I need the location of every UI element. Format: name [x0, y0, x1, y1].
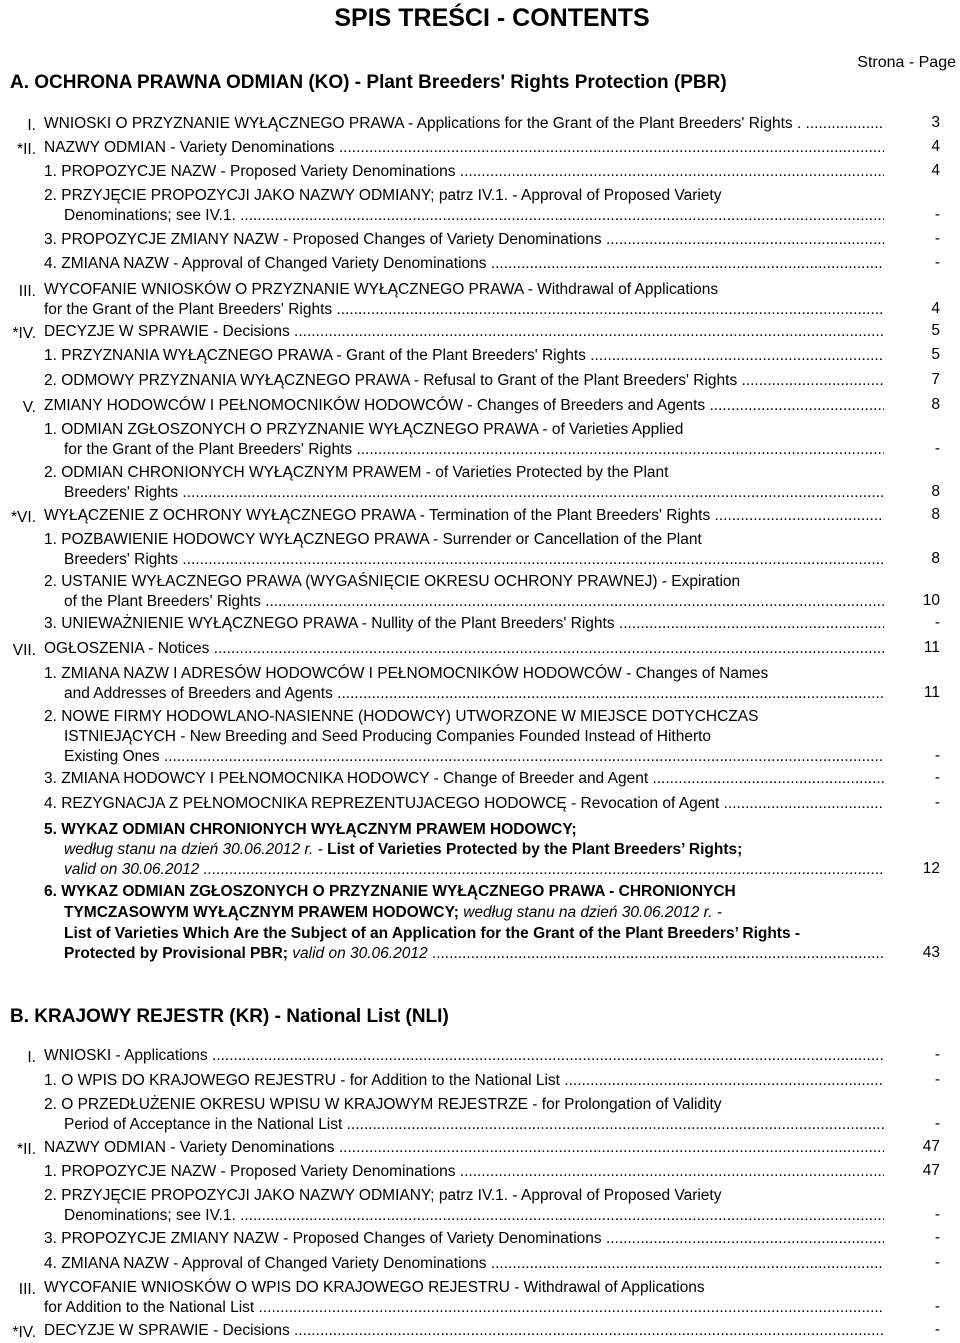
entry-text: 3. UNIEWAŻNIENIE WYŁĄCZNEGO PRAWA - Nullity of the Plant Breeders' Rights	[44, 615, 615, 632]
entry-line	[64, 206, 884, 226]
entry-line: List of Varieties Which Are the Subject of an Application for the Grant of the Plant Breeders’ Rights -	[64, 925, 801, 942]
entry-line	[64, 592, 884, 612]
toc-entry-a-14[interactable]	[0, 506, 960, 528]
toc-entry-b-10[interactable]	[0, 1321, 960, 1343]
toc-entry-a-2[interactable]	[0, 138, 960, 160]
entry-text: for the Grant of the Plant Breeders' Rights	[64, 441, 353, 458]
toc-entry-a-6[interactable]	[0, 882, 960, 964]
entry-line	[44, 162, 884, 182]
entry-text: 2. PRZYJĘCIE PROPOZYCJI JAKO NAZWY ODMIANY; patrz IV.1. - Approval of Proposed Variety	[44, 187, 722, 204]
page-number: 4	[931, 138, 940, 155]
toc-entry-b-8[interactable]	[0, 1254, 960, 1276]
entry-line	[44, 463, 904, 483]
section-numeral: I.	[27, 1049, 36, 1066]
entry-line	[64, 550, 884, 570]
page-number: -	[934, 1254, 940, 1271]
entry-valid: valid on 30.06.2012	[64, 861, 200, 878]
toc-entry-b-3[interactable]	[0, 1095, 960, 1137]
entry-line	[64, 944, 884, 964]
entry-text: 1. O WPIS DO KRAJOWEGO REJESTRU - for Addition to the National List	[44, 1072, 560, 1089]
entry-text: Denominations; see IV.1.	[64, 1207, 236, 1224]
entry-line	[44, 530, 904, 550]
entry-text: WNIOSKI - Applications	[44, 1047, 208, 1064]
toc-entry-a-10[interactable]	[0, 371, 960, 393]
entry-line	[44, 1162, 884, 1182]
toc-entry-a-1[interactable]	[0, 114, 960, 136]
page-title: SPIS TREŚCI - CONTENTS	[334, 4, 650, 32]
entry-line	[64, 1206, 884, 1226]
entry-text: WYŁĄCZENIE Z OCHRONY WYŁĄCZNEGO PRAWA - Termination of the Plant Breeders' Rights	[44, 507, 711, 524]
entry-text: 1. ODMIAN ZGŁOSZONYCH O PRZYZNANIE WYŁĄCZNEGO PRAWA - of Varieties Applied	[44, 421, 684, 438]
entry-text: 2. ODMOWY PRZYZNANIA WYŁĄCZNEGO PRAWA - Refusal to Grant of the Plant Breeders' Rights	[44, 372, 738, 389]
entry-line	[44, 1229, 884, 1249]
entry-text: WYCOFANIE WNIOSKÓW O PRZYZNANIE WYŁĄCZNEGO PRAWA - Withdrawal of Applications	[44, 281, 719, 298]
page-number: 4	[931, 300, 940, 317]
entry-valid: valid on 30.06.2012	[287, 945, 428, 962]
toc-entry-b-1[interactable]	[0, 1046, 960, 1068]
page-number: 4	[931, 162, 940, 179]
toc-entry-b-5[interactable]	[0, 1162, 960, 1184]
entry-text: WYCOFANIE WNIOSKÓW O WPIS DO KRAJOWEGO REJESTRU - Withdrawal of Applications	[44, 1279, 705, 1296]
entry-text: 1. ZMIANA NAZW I ADRESÓW HODOWCÓW I PEŁNOMOCNIKÓW HODOWCÓW - Changes of Names	[44, 665, 769, 682]
section-numeral: *VI.	[11, 509, 36, 526]
entry-text: 1. PROPOZYCJE NAZW - Proposed Variety Denominations	[44, 163, 456, 180]
entry-line	[64, 747, 884, 767]
entry-text: for Addition to the National List	[44, 1299, 255, 1316]
page-number: 11	[923, 639, 940, 656]
toc-entry-a-12[interactable]	[0, 420, 960, 462]
entry-line	[44, 230, 884, 250]
entry-line	[44, 1321, 884, 1341]
entry-text: for the Grant of the Plant Breeders' Rights	[44, 301, 333, 318]
section-numeral: V.	[22, 399, 36, 416]
entry-text: Denominations; see IV.1.	[64, 207, 241, 224]
toc-entry-a-8[interactable]	[0, 322, 960, 344]
entry-text: 4. ZMIANA NAZW - Approval of Changed Variety Denominations	[44, 1255, 487, 1272]
page-number: -	[934, 440, 940, 457]
section-b-title: B. KRAJOWY REJESTR (KR) - National List (NLI)	[10, 1006, 449, 1027]
section-numeral: III.	[18, 1281, 36, 1298]
entry-line	[44, 280, 904, 300]
page-number: 8	[931, 483, 940, 500]
page-number: -	[934, 1321, 940, 1338]
toc-entry-a-3[interactable]	[0, 162, 960, 184]
page-number: -	[934, 747, 940, 764]
page-number: -	[934, 230, 940, 247]
entry-line	[44, 1186, 904, 1206]
toc-entry-a-13[interactable]	[0, 463, 960, 505]
entry-line	[44, 346, 884, 366]
entry-text: Breeders' Rights	[64, 551, 179, 568]
page-number: 47	[922, 1138, 940, 1155]
entry-text: 2. NOWE FIRMY HODOWLANO-NASIENNE (HODOWCY) UTWORZONE W MIEJSCE DOTYCHCZAS	[44, 708, 759, 725]
toc-entry-a-5[interactable]	[0, 820, 960, 880]
entry-line	[64, 684, 884, 704]
entry-line	[44, 186, 904, 206]
entry-line	[64, 1115, 884, 1135]
entry-line	[44, 1046, 884, 1066]
page-number: 3	[931, 114, 940, 131]
entry-line	[44, 1278, 904, 1298]
page-number: -	[934, 614, 940, 631]
page-number: 8	[931, 396, 940, 413]
entry-line	[44, 322, 884, 342]
entry-date-note: według stanu na dzień 30.06.2012 r. -	[64, 841, 328, 858]
entry-line	[64, 860, 884, 880]
entry-text: Breeders' Rights	[64, 484, 179, 501]
entry-text: ISTNIEJĄCYCH - New Breeding and Seed Producing Companies Founded Instead of Hitherto	[64, 728, 712, 745]
entry-text: of the Plant Breeders' Rights	[64, 593, 261, 610]
toc-entry-b-2[interactable]	[0, 1071, 960, 1093]
entry-text: 3. PROPOZYCJE ZMIANY NAZW - Proposed Changes of Variety Denominations	[44, 1230, 602, 1247]
entry-line	[64, 840, 884, 860]
toc-entry-a-22[interactable]	[0, 794, 960, 816]
entry-text: 2. PRZYJĘCIE PROPOZYCJI JAKO NAZWY ODMIANY; patrz IV.1. - Approval of Proposed Variety	[44, 1187, 722, 1204]
entry-line	[44, 371, 884, 391]
page-number: -	[934, 254, 940, 271]
entry-line	[44, 506, 884, 526]
entry-text: 3. ZMIANA HODOWCY I PEŁNOMOCNIKA HODOWCY - Change of Breeder and Agent	[44, 770, 649, 787]
entry-english: List of Varieties Protected by the Plant Breeders’ Rights;	[327, 841, 743, 858]
page-number: -	[934, 1206, 940, 1223]
entry-line	[44, 420, 904, 440]
entry-text: OGŁOSZENIA - Notices	[44, 640, 210, 657]
entry-text: Period of Acceptance in the National List	[64, 1116, 343, 1133]
entry-text: 2. O PRZEDŁUŻENIE OKRESU WPISU W KRAJOWYM REJESTRZE - for Prolongation of Validity	[44, 1096, 722, 1113]
page-number: 8	[931, 506, 940, 523]
toc-entry-b-4[interactable]	[0, 1138, 960, 1160]
entry-text: 2. USTANIE WYŁACZNEGO PRAWA (WYGAŚNIĘCIE OKRESU OCHRONY PRAWNEJ) - Expiration	[44, 573, 741, 590]
page-number: -	[934, 1115, 940, 1132]
toc-entry-b-6[interactable]	[0, 1186, 960, 1228]
entry-line	[64, 727, 924, 747]
entry-line	[44, 794, 884, 814]
entry-text: 4. REZYGNACJA Z PEŁNOMOCNIKA REPREZENTUJACEGO HODOWCĘ - Revocation of Agent	[44, 795, 720, 812]
entry-text: 2. ODMIAN CHRONIONYCH WYŁĄCZNYM PRAWEM - of Varieties Protected by the Plant	[44, 464, 669, 481]
entry-line	[44, 300, 884, 320]
entry-line	[44, 1071, 884, 1091]
entry-line	[64, 903, 904, 923]
entry-line	[44, 707, 904, 727]
toc-entry-a-17[interactable]	[0, 614, 960, 636]
entry-text: DECYZJE W SPRAWIE - Decisions	[44, 323, 290, 340]
entry-text: 1. PROPOZYCJE NAZW - Proposed Variety Denominations	[44, 1163, 456, 1180]
toc-entry-a-19[interactable]	[0, 664, 960, 706]
entry-line: 6. WYKAZ ODMIAN ZGŁOSZONYCH O PRZYZNANIE WYŁĄCZNEGO PRAWA - CHRONIONYCH	[44, 883, 736, 900]
page-number: -	[934, 1071, 940, 1088]
page-number: 11	[923, 684, 940, 701]
page-number: 5	[931, 346, 940, 363]
entry-date-note: według stanu na dzień 30.06.2012 r. -	[458, 904, 723, 921]
page-column-header: Strona - Page	[857, 54, 956, 71]
toc-entry-a-18[interactable]	[0, 639, 960, 661]
page-number: -	[934, 1298, 940, 1315]
page-number: -	[934, 206, 940, 223]
page-number: 47	[922, 1162, 940, 1179]
page-number: 43	[922, 944, 940, 961]
entry-line: 5. WYKAZ ODMIAN CHRONIONYCH WYŁĄCZNYM PRAWEM HODOWCY;	[44, 821, 577, 838]
page-number: -	[934, 769, 940, 786]
entry-line	[44, 396, 884, 416]
toc-entry-a-4[interactable]	[0, 186, 960, 228]
entry-line	[44, 614, 884, 634]
section-numeral: VII.	[12, 642, 36, 659]
entry-line	[44, 254, 884, 274]
entry-bold: TYMCZASOWYM WYŁĄCZNYM PRAWEM HODOWCY;	[64, 904, 459, 921]
entry-text: 4. ZMIANA NAZW - Approval of Changed Variety Denominations	[44, 255, 487, 272]
section-numeral: *IV.	[12, 325, 36, 342]
entry-text: and Addresses of Breeders and Agents	[64, 685, 333, 702]
entry-line	[64, 440, 884, 460]
toc-entry-a-21[interactable]	[0, 769, 960, 791]
toc-entry-a-7[interactable]	[0, 280, 960, 322]
toc-entry-a-15[interactable]	[0, 530, 960, 572]
entry-line	[44, 138, 884, 158]
entry-text: Existing Ones	[64, 748, 160, 765]
entry-line	[44, 1138, 884, 1158]
page-number: 12	[922, 860, 940, 877]
toc-entry-a-16[interactable]	[0, 572, 960, 614]
page-number: 10	[922, 592, 940, 609]
section-numeral: *II.	[17, 141, 36, 158]
entry-text: NAZWY ODMIAN - Variety Denominations	[44, 139, 335, 156]
entry-line	[44, 769, 884, 789]
section-numeral: I.	[27, 117, 36, 134]
entry-text: 1. PRZYZNANIA WYŁĄCZNEGO PRAWA - Grant of the Plant Breeders' Rights	[44, 347, 586, 364]
page-number: -	[934, 794, 940, 811]
page-number: -	[934, 1046, 940, 1063]
entry-line	[44, 114, 884, 134]
section-numeral: *IV.	[12, 1324, 36, 1341]
toc-entry-a-11[interactable]	[0, 396, 960, 418]
entry-line	[44, 572, 904, 592]
page-number: -	[934, 1229, 940, 1246]
entry-line	[44, 1298, 884, 1318]
entry-text: 3. PROPOZYCJE ZMIANY NAZW - Proposed Changes of Variety Denominations	[44, 231, 602, 248]
entry-text: NAZWY ODMIAN - Variety Denominations	[44, 1139, 335, 1156]
section-numeral: III.	[18, 283, 36, 300]
page-number: 7	[931, 371, 940, 388]
toc-entry-a-5[interactable]	[0, 230, 960, 252]
toc-entry-b-9[interactable]	[0, 1278, 960, 1320]
entry-text: 1. POZBAWIENIE HODOWCY WYŁĄCZNEGO PRAWA - Surrender or Cancellation of the Plant	[44, 531, 702, 548]
entry-line	[44, 664, 904, 684]
entry-line	[44, 639, 884, 659]
toc-entry-a-6[interactable]	[0, 254, 960, 276]
toc-entry-a-9[interactable]	[0, 346, 960, 368]
page-number: 8	[931, 550, 940, 567]
entry-bold: Protected by Provisional PBR;	[64, 945, 288, 962]
entry-line	[44, 1254, 884, 1274]
entry-text: WNIOSKI O PRZYZNANIE WYŁĄCZNEGO PRAWA - Applications for the Grant of the Plant Breeders' Rights .	[44, 115, 802, 132]
entry-text: ZMIANY HODOWCÓW I PEŁNOMOCNIKÓW HODOWCÓW - Changes of Breeders and Agents	[44, 397, 706, 414]
entry-text: DECYZJE W SPRAWIE - Decisions	[44, 1322, 290, 1339]
entry-line	[64, 483, 884, 503]
toc-entry-a-20[interactable]	[0, 707, 960, 769]
section-a-title: A. OCHRONA PRAWNA ODMIAN (KO) - Plant Breeders' Rights Protection (PBR)	[10, 72, 727, 93]
toc-entry-b-7[interactable]	[0, 1229, 960, 1251]
page-number: 5	[931, 322, 940, 339]
section-numeral: *II.	[17, 1141, 36, 1158]
entry-line	[44, 1095, 904, 1115]
